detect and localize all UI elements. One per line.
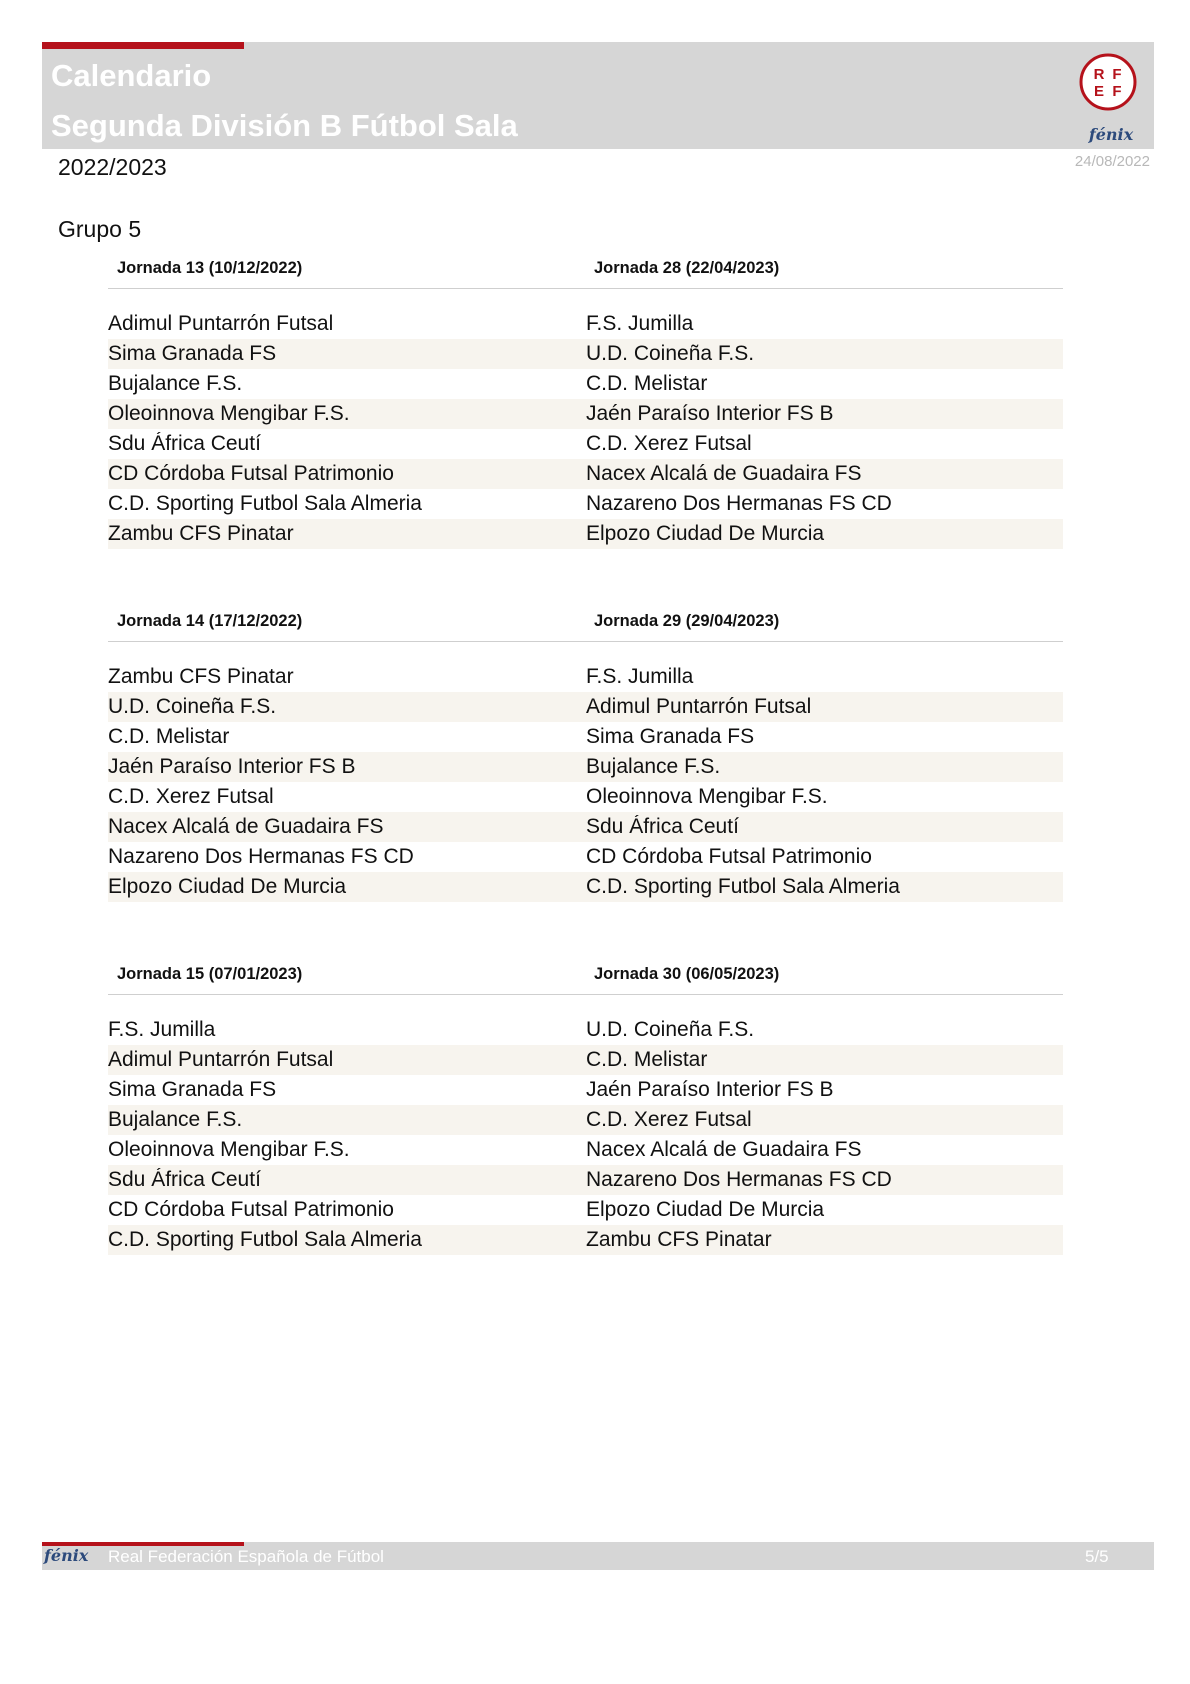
- logo-letter: F: [1112, 66, 1122, 83]
- team-away: Sima Granada FS: [586, 725, 755, 748]
- team-away: Adimul Puntarrón Futsal: [586, 695, 812, 718]
- match-row: [108, 519, 1063, 549]
- team-home: F.S. Jumilla: [108, 1018, 216, 1041]
- team-away: Nazareno Dos Hermanas FS CD: [586, 1168, 892, 1191]
- team-away: C.D. Melistar: [586, 372, 708, 395]
- team-home: Elpozo Ciudad De Murcia: [108, 875, 347, 898]
- team-away: Nazareno Dos Hermanas FS CD: [586, 492, 892, 515]
- team-home: Oleoinnova Mengibar F.S.: [108, 402, 350, 425]
- round-header: [108, 957, 1063, 995]
- team-home: Sdu África Ceutí: [108, 1168, 261, 1191]
- match-row: [108, 1165, 1063, 1195]
- season: 2022/2023: [58, 154, 167, 180]
- round-label-first-leg: Jornada 14 (17/12/2022): [117, 612, 303, 630]
- team-away: C.D. Sporting Futbol Sala Almeria: [586, 875, 900, 898]
- match-list: [108, 309, 1063, 549]
- match-list: [108, 662, 1063, 902]
- team-home: Zambu CFS Pinatar: [108, 522, 294, 545]
- match-row: [108, 722, 1063, 752]
- match-row: [108, 429, 1063, 459]
- team-home: C.D. Melistar: [108, 725, 230, 748]
- match-list: [108, 1015, 1063, 1255]
- match-row: [108, 842, 1063, 872]
- team-away: Sdu África Ceutí: [586, 815, 739, 838]
- header-accent-bar: [42, 42, 244, 49]
- page-number: 5/5: [1085, 1547, 1109, 1566]
- team-home: Bujalance F.S.: [108, 1108, 243, 1131]
- team-away: F.S. Jumilla: [586, 665, 694, 688]
- team-away: Bujalance F.S.: [586, 755, 721, 778]
- team-away: C.D. Xerez Futsal: [586, 1108, 752, 1131]
- footer-organization: Real Federación Española de Fútbol: [108, 1547, 384, 1566]
- match-row: [108, 309, 1063, 339]
- team-home: Oleoinnova Mengibar F.S.: [108, 1138, 350, 1161]
- team-away: Jaén Paraíso Interior FS B: [586, 1078, 834, 1101]
- team-away: Elpozo Ciudad De Murcia: [586, 522, 825, 545]
- team-home: Sima Granada FS: [108, 1078, 277, 1101]
- round-label-second-leg: Jornada 30 (06/05/2023): [594, 965, 780, 983]
- team-away: Zambu CFS Pinatar: [586, 1228, 772, 1251]
- team-home: Sdu África Ceutí: [108, 432, 261, 455]
- round-label-first-leg: Jornada 13 (10/12/2022): [117, 259, 303, 277]
- team-home: CD Córdoba Futsal Patrimonio: [108, 462, 394, 485]
- team-home: CD Córdoba Futsal Patrimonio: [108, 1198, 394, 1221]
- team-home: Sima Granada FS: [108, 342, 277, 365]
- group-title: Grupo 5: [58, 216, 142, 242]
- team-away: C.D. Xerez Futsal: [586, 432, 752, 455]
- team-away: U.D. Coineña F.S.: [586, 1018, 755, 1041]
- match-row: [108, 1225, 1063, 1255]
- rfef-logo-icon: [1078, 52, 1138, 112]
- team-home: C.D. Sporting Futbol Sala Almeria: [108, 492, 422, 515]
- page-subtitle: Segunda División B Fútbol Sala: [51, 108, 518, 143]
- team-away: CD Córdoba Futsal Patrimonio: [586, 845, 872, 868]
- print-date: 24/08/2022: [1074, 153, 1150, 170]
- round-block: [108, 251, 1063, 549]
- team-away: Nacex Alcalá de Guadaira FS: [586, 1138, 862, 1161]
- team-home: Adimul Puntarrón Futsal: [108, 1048, 334, 1071]
- match-row: [108, 399, 1063, 429]
- match-row: [108, 662, 1063, 692]
- match-row: [108, 1045, 1063, 1075]
- match-row: [108, 752, 1063, 782]
- round-block: [108, 604, 1063, 902]
- round-header: [108, 604, 1063, 642]
- match-row: [108, 489, 1063, 519]
- match-row: [108, 1015, 1063, 1045]
- team-away: U.D. Coineña F.S.: [586, 342, 755, 365]
- match-row: [108, 782, 1063, 812]
- team-away: Nacex Alcalá de Guadaira FS: [586, 462, 862, 485]
- logo-letter: F: [1112, 83, 1122, 100]
- team-home: C.D. Xerez Futsal: [108, 785, 274, 808]
- team-away: Elpozo Ciudad De Murcia: [586, 1198, 825, 1221]
- footer-fenix-logo-text: fénix: [44, 1546, 89, 1565]
- round-block: [108, 957, 1063, 1255]
- round-header: [108, 251, 1063, 289]
- team-away: C.D. Melistar: [586, 1048, 708, 1071]
- round-label-second-leg: Jornada 29 (29/04/2023): [594, 612, 780, 630]
- team-home: Zambu CFS Pinatar: [108, 665, 294, 688]
- team-home: Bujalance F.S.: [108, 372, 243, 395]
- match-row: [108, 692, 1063, 722]
- team-home: Nacex Alcalá de Guadaira FS: [108, 815, 384, 838]
- match-row: [108, 369, 1063, 399]
- team-home: Nazareno Dos Hermanas FS CD: [108, 845, 414, 868]
- match-row: [108, 812, 1063, 842]
- page-title: Calendario: [51, 58, 212, 93]
- fenix-logo-text: fénix: [1088, 125, 1134, 144]
- match-row: [108, 459, 1063, 489]
- round-label-first-leg: Jornada 15 (07/01/2023): [117, 965, 303, 983]
- logo-letter: E: [1093, 83, 1105, 100]
- logo-letter: R: [1093, 66, 1105, 83]
- match-row: [108, 872, 1063, 902]
- team-away: F.S. Jumilla: [586, 312, 694, 335]
- match-row: [108, 339, 1063, 369]
- match-row: [108, 1105, 1063, 1135]
- team-away: Oleoinnova Mengibar F.S.: [586, 785, 828, 808]
- team-home: Jaén Paraíso Interior FS B: [108, 755, 356, 778]
- team-away: Jaén Paraíso Interior FS B: [586, 402, 834, 425]
- match-row: [108, 1135, 1063, 1165]
- team-home: U.D. Coineña F.S.: [108, 695, 277, 718]
- round-label-second-leg: Jornada 28 (22/04/2023): [594, 259, 780, 277]
- team-home: Adimul Puntarrón Futsal: [108, 312, 334, 335]
- match-row: [108, 1075, 1063, 1105]
- match-row: [108, 1195, 1063, 1225]
- team-home: C.D. Sporting Futbol Sala Almeria: [108, 1228, 422, 1251]
